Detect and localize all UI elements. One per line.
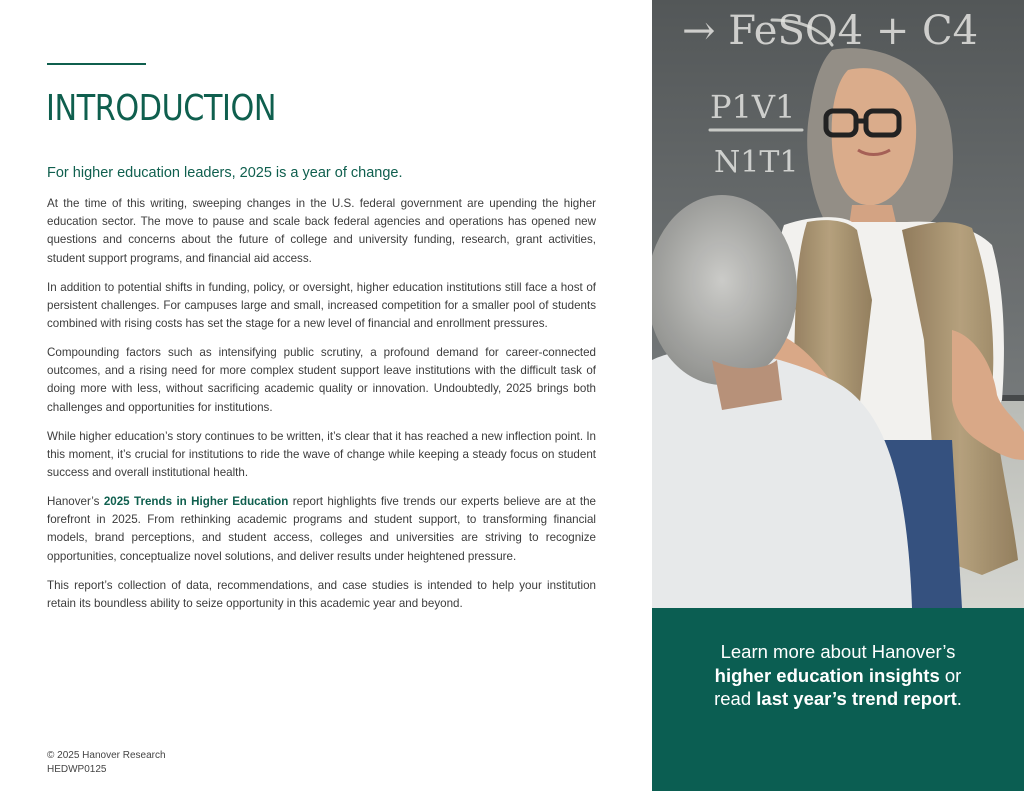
copyright-text: © 2025 Hanover Research [47, 750, 166, 761]
paragraph-5-start: Hanover’s [47, 495, 104, 509]
paragraph-2: In addition to potential shifts in funding, policy, or oversight, higher education institutions still face a host of persistent challenges. For campuses large and small, increased competition for a smaller pool of students combined with rising costs has set the stage for a new level of financial and enrollment pressures. [47, 280, 596, 331]
cta-line-3 [652, 687, 1024, 711]
side-panel [652, 0, 1024, 791]
paragraph-6: This report’s collection of data, recommendations, and case studies is intended to help your institution retain its boundless ability to seize opportunity in this academic year and beyond. [47, 578, 596, 610]
paragraph-3: Compounding factors such as intensifying public scrutiny, a profound demand for career-connected outcomes, and a rising need for more complex student support leave institutions with the difficult task of doing more with less, without sacrificing academic quality or innovation. Undoubtedly, 2025 brings both challenges and opportunities for institutions. [47, 346, 596, 414]
trend-report-link[interactable]: last year’s trend report [756, 688, 957, 709]
photo-illustration [652, 0, 1024, 608]
page-title: INTRODUCTION [46, 88, 277, 129]
paragraph-4: While higher education’s story continues to be written, it’s clear that it has reached a new inflection point. In this moment, it’s crucial for institutions to ride the wave of change while keeping a steady focus on student success and overall institutional health. [47, 429, 596, 480]
cta-panel [652, 608, 1024, 791]
board-formula-3: N1T1 [714, 145, 799, 180]
board-formula-2: P1V1 [710, 88, 796, 126]
cta-line-2 [652, 664, 1024, 688]
cta-or: or [939, 664, 962, 686]
paragraph-5-rest: report highlights five trends our experts believe are at the forefront in 2025. From rethinking academic programs and student support, to transforming financial models, brand perceptions, and student access, colleges and universities are striving to recognize opportunities, conceptualize novel solutions, and deliver results under heightened pressure. [47, 495, 596, 563]
trends-report-link[interactable]: 2025 Trends in Higher Education [103, 495, 289, 509]
cta-text [652, 640, 1024, 711]
board-formula-1: → FeSO4 + C4 [682, 8, 979, 54]
document-code: HEDWP0125 [47, 764, 107, 775]
paragraph-1: At the time of this writing, sweeping changes in the U.S. federal government are upending the higher education sector. The move to pause and scale back federal agencies and operations has opened new questions and concerns about the future of college and university funding, research, grant activities, student support programs, and financial aid access. [47, 197, 596, 265]
cta-read: read [714, 688, 757, 709]
cta-line-1: Learn more about Hanover’s [720, 641, 956, 662]
classroom-photo [652, 0, 1024, 608]
insights-link[interactable]: higher education insights [714, 664, 940, 686]
cta-period: . [956, 688, 962, 709]
title-rule [47, 63, 146, 65]
footer [47, 749, 166, 777]
lead-heading: For higher education leaders, 2025 is a year of change. [47, 165, 403, 181]
paragraph-5 [47, 493, 596, 566]
intro-body [47, 195, 596, 624]
